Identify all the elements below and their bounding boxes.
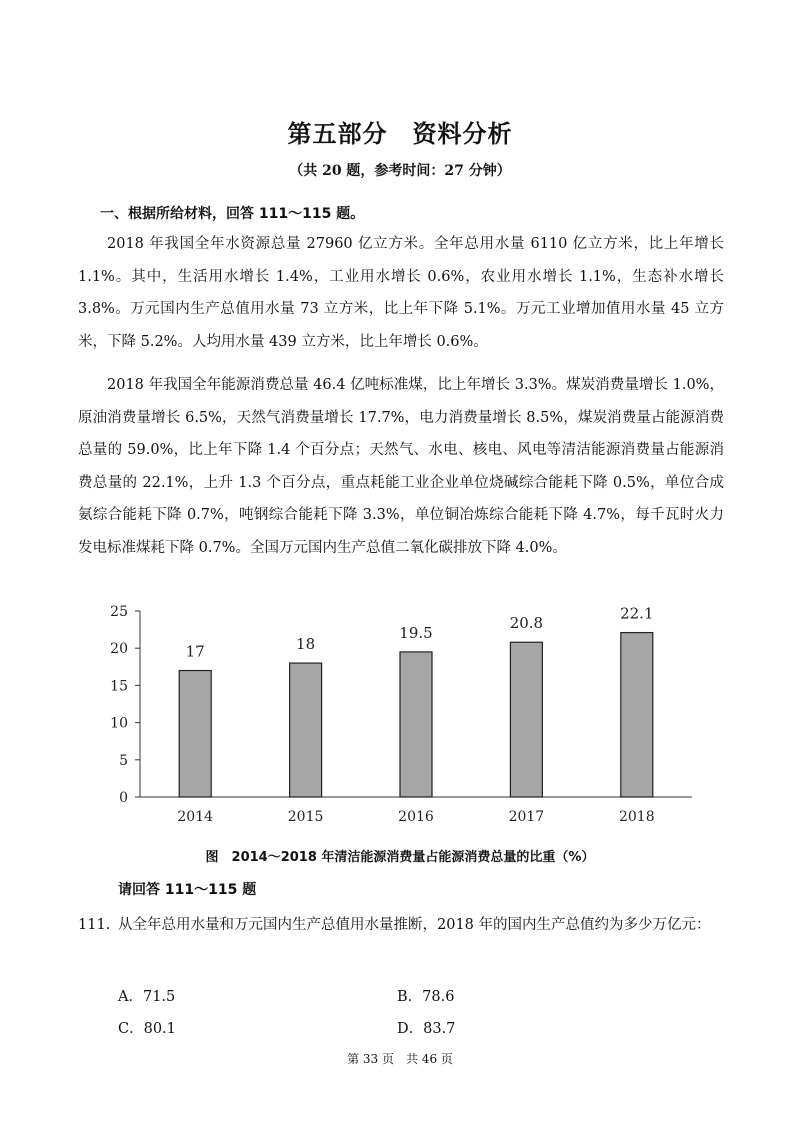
page-footer: 第 33 页 共 46 页 — [347, 1052, 453, 1066]
value-label-2018: 22.1 — [620, 604, 654, 623]
page-title: 第五部分 资料分析 — [287, 120, 513, 148]
bar-2016 — [400, 652, 432, 797]
y-tick-label: 0 — [119, 790, 128, 806]
y-tick-label: 10 — [110, 715, 128, 732]
bar-2014 — [179, 671, 211, 797]
value-label-2016: 19.5 — [399, 623, 433, 642]
option-a[interactable]: A．71.5 — [118, 989, 176, 1005]
x-label-2015: 2015 — [287, 809, 324, 825]
bar-chart — [80, 594, 720, 834]
y-tick-label: 15 — [110, 678, 128, 695]
page-subtitle: （共 20 题，参考时间：27 分钟） — [289, 163, 511, 179]
bar-2018 — [621, 633, 653, 797]
bar-chart-svg — [80, 594, 720, 834]
y-tick-label: 5 — [119, 752, 128, 769]
bar-2017 — [510, 642, 542, 797]
x-label-2018: 2018 — [618, 809, 655, 825]
y-tick-label: 20 — [110, 641, 128, 658]
chart-y-ticks — [110, 604, 140, 806]
y-tick-label: 25 — [110, 604, 128, 620]
section-heading: 一、根据所给材料，回答 111～115 题。 — [100, 206, 365, 222]
option-c[interactable]: C．80.1 — [118, 1021, 176, 1037]
x-label-2014: 2014 — [177, 809, 214, 825]
value-label-2015: 18 — [296, 635, 316, 654]
value-label-2017: 20.8 — [509, 614, 544, 633]
question-number: 111. — [78, 917, 111, 933]
x-label-2016: 2016 — [398, 809, 434, 825]
option-b[interactable]: B．78.6 — [397, 989, 455, 1005]
x-label-2017: 2017 — [508, 809, 545, 825]
bar-2015 — [290, 663, 322, 797]
questions-heading: 请回答 111～115 题 — [118, 882, 257, 898]
question-text: 从全年总用水量和万元国内生产总值用水量推断，2018 年的国内生产总值约为多少万亿元： — [118, 917, 711, 933]
material-paragraph-energy: 2018 年我国全年能源消费总量 46.4 亿吨标准煤，比上年增长 3.3%。煤炭消费量增长 1.0%，原油消费量增长 6.5%，天然气消费量增长 17.7%，电力消费量增长 8.5%，煤炭消费量占能源消费总量的 59.0%，比上年下降 1.4 个百分点；天然气、水电、核电、风电等清洁能源消费量占能源消费总量的 22.1%，上升 1.3 个百分点，重点耗能工业企业单位烧碱综合能耗下降 0.5%，单位合成氨综合能耗下降 0.7%，吨钢综合能耗下降 3.3%，单位铜冶炼综合能耗下降 4.7%，每千瓦时火力发电标准煤耗下降 0.7%。全国万元国内生产总值二氧化碳排放下降 4.0%。 — [78, 377, 724, 556]
chart-caption: 图 2014～2018 年清洁能源消费量占能源消费总量的比重（%） — [205, 850, 595, 865]
chart-x-labels — [177, 809, 654, 825]
option-d[interactable]: D．83.7 — [397, 1021, 456, 1037]
value-label-2014: 17 — [185, 642, 205, 661]
chart-bars — [179, 633, 653, 797]
material-paragraph-water: 2018 年我国全年水资源总量 27960 亿立方米。全年总用水量 6110 亿立方米，比上年增长 1.1%。其中，生活用水增长 1.4%，工业用水增长 0.6%，农业用水增长 1.1%，生态补水增长 3.8%。万元国内生产总值用水量 73 立方米，比上年下降 5.1%。万元工业增加值用水量 45 立方米，下降 5.2%。人均用水量 439 立方米，比上年增长 0.6%。 — [78, 236, 724, 350]
